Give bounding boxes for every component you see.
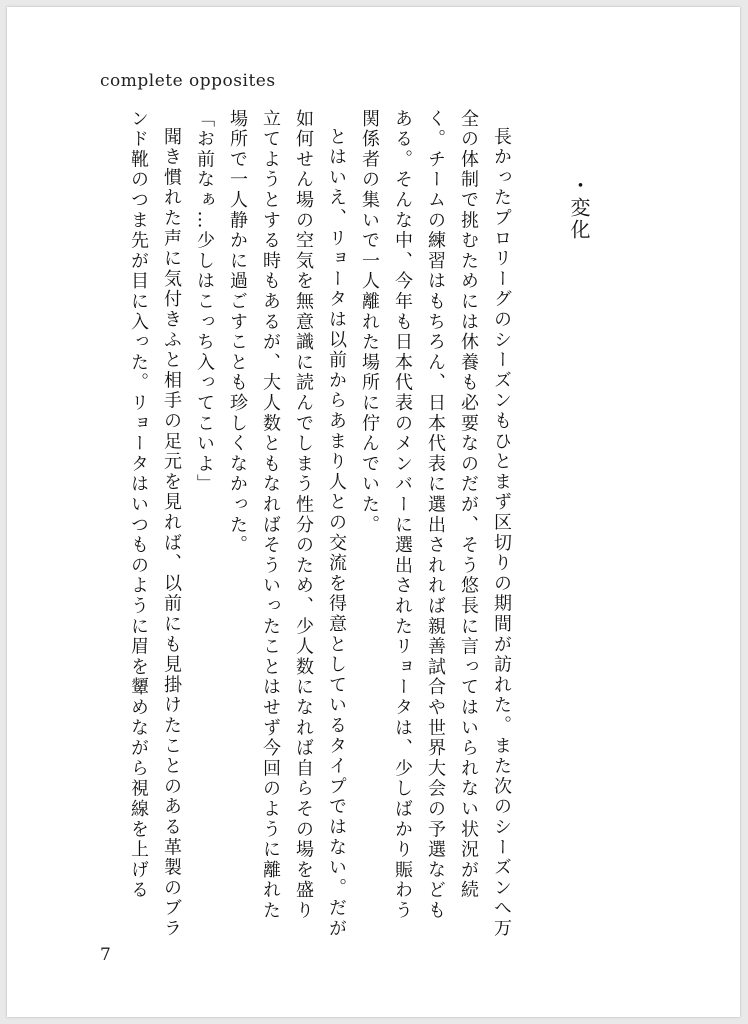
paragraph-2: とはいえ、リョータは以前からあまり人との交流を得意としているタイプではない。だが如何せん場の空気を無意識に読んでしまう性分のため、少人数になれば自らその場を盛り立てようとする時もあるが、大人数ともなればそういったことはせず今回のように離れた場所で一人静かに過ごすことも珍しくなかった。 (227, 109, 347, 939)
dialogue-line: 「お前なぁ…少しはこっち入ってこいよ」 (194, 109, 215, 495)
body-text (122, 109, 518, 939)
book-page (7, 7, 740, 1017)
running-head: complete opposites (100, 71, 276, 91)
paragraph-4: 聞き慣れた声に気付きふと相手の足元を見れば、以前にも見掛けたことのある革製のブランド靴のつま先が目に入った。リョータはいつものように眉を顰めながら視線を上げる (128, 109, 182, 939)
section-heading: ・変化 (567, 175, 591, 241)
paragraph-1: 長かったプロリーグのシーズンもひとまず区切りの期間が訪れた。また次のシーズンへ万全の体制で挑むためには休養も必要なのだが、そう悠長に言ってはいられない状況が続く。チームの練習はもちろん、日本代表に選出されれば親善試合や世界大会の予選などもある。そんな中、今年も日本代表のメンバーに選出されたリョータは、少しばかり賑わう関係者の集いで一人離れた場所に佇んでいた。 (359, 109, 512, 939)
page-number: 7 (100, 945, 111, 965)
